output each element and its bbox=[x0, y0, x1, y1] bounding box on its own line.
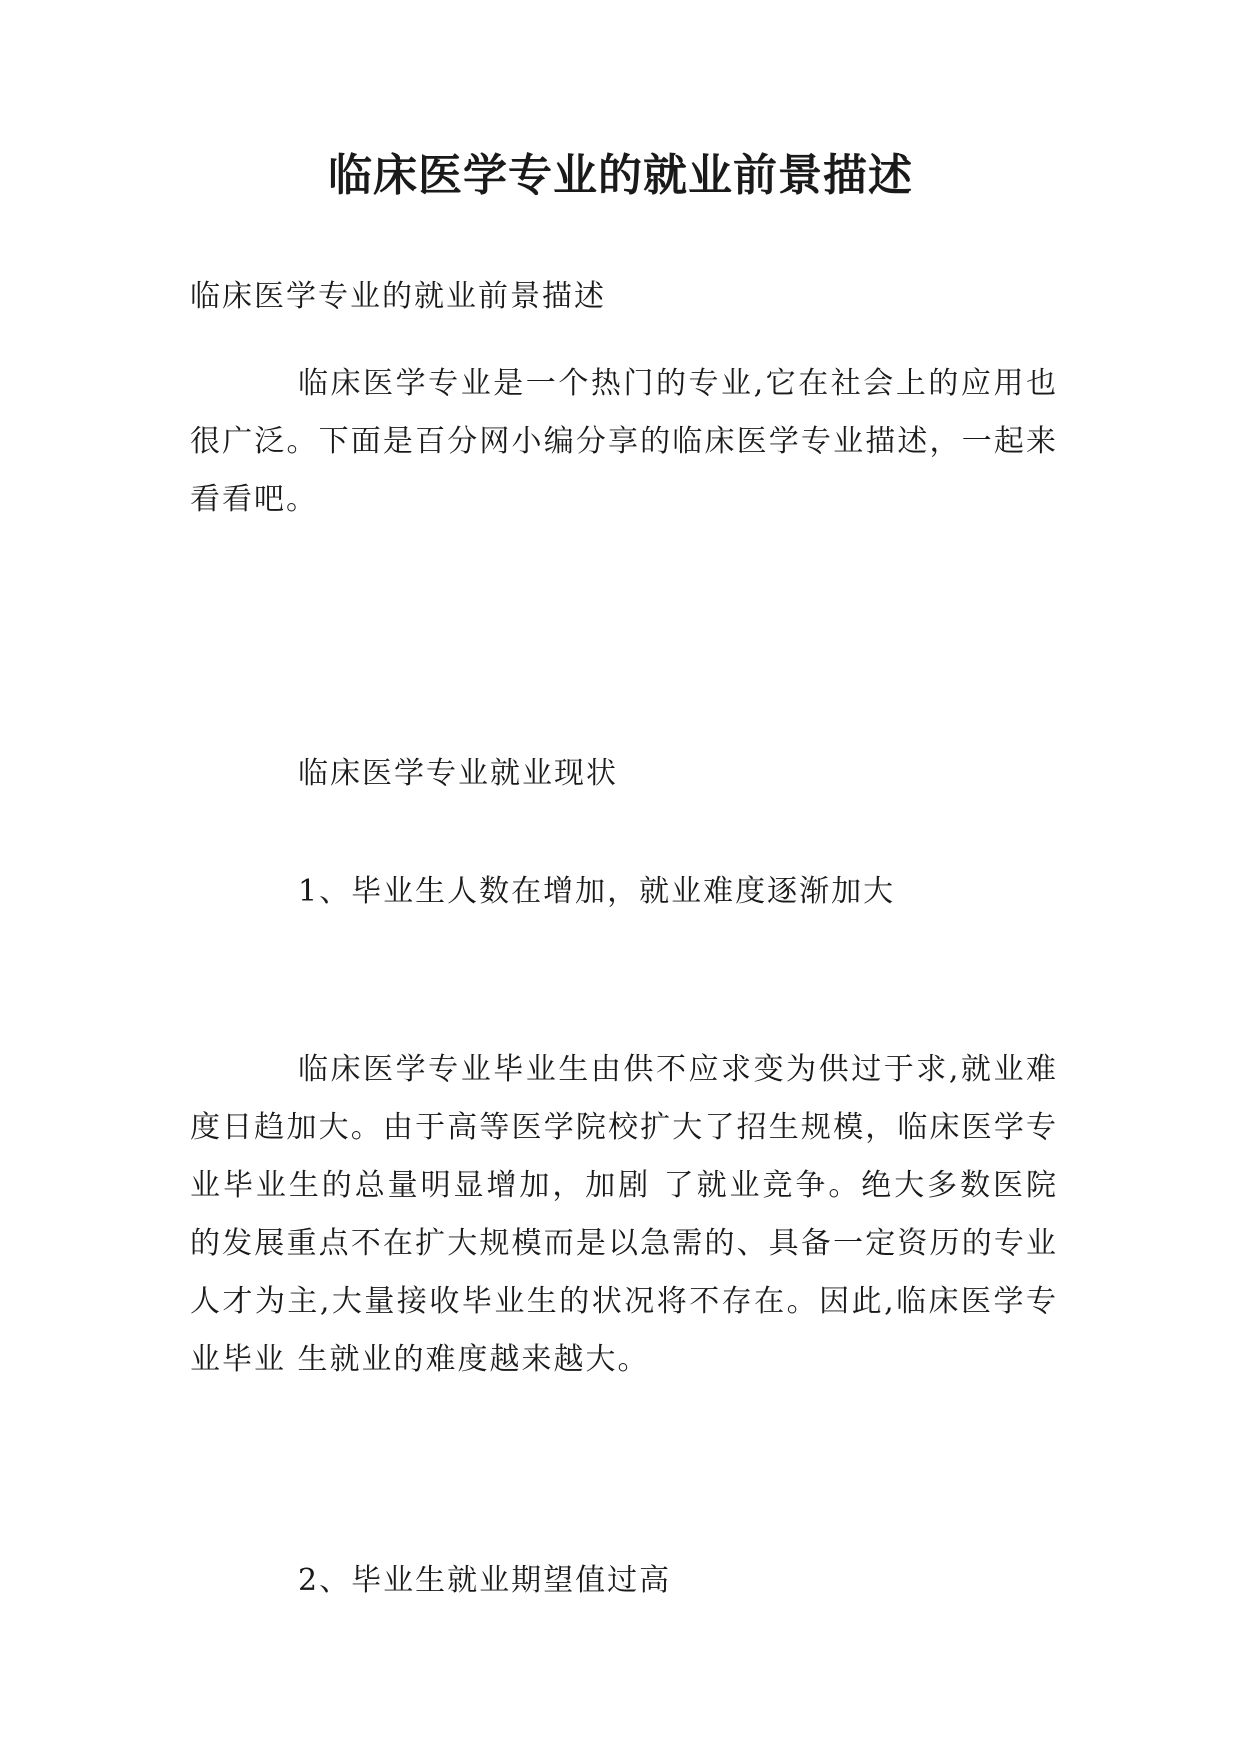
section-heading: 临床医学专业就业现状 bbox=[298, 756, 618, 791]
point-2-heading: 2、毕业生就业期望值过高 bbox=[298, 1563, 672, 1598]
document-subtitle: 临床医学专业的就业前景描述 bbox=[190, 279, 606, 314]
point-1-body: 临床医学专业毕业生由供不应求变为供过于求,就业难度日趋加大。由于高等医学院校扩大了招生规模，临床医学专业毕业生的总量明显增加，加剧 了就业竞争。绝大多数医院的发展重点不在扩大规模而是以急需的、具备一定资历的专业人才为主,大量接收毕业生的状况将不存在。因此,临床医学专业毕业 生就业的难度越来越大。 bbox=[190, 1052, 1058, 1377]
point-1-heading: 1、毕业生人数在增加，就业难度逐渐加大 bbox=[298, 874, 896, 909]
document-title: 临床医学专业的就业前景描述 bbox=[328, 150, 913, 201]
intro-paragraph: 临床医学专业是一个热门的专业,它在社会上的应用也很广泛。下面是百分网小编分享的临床医学专业描述，一起来看看吧。 bbox=[190, 366, 1058, 517]
